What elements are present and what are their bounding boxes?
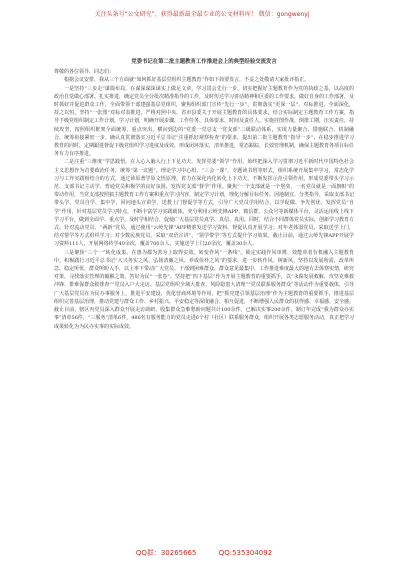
salutation: 尊敬的各位领导、同志们： (54, 69, 115, 76)
qq-group-text: QQ群：30265665 (135, 549, 197, 557)
qq-text: QQ:535304092 (218, 549, 273, 557)
banner-line-1: 关注头条号“公文研究”，获得最新最全最专业的公文材料库！ 微信：gongwenyj (94, 11, 310, 18)
paragraph-3: 三是聚焦“三个一”转化成果，在惠为都为善为上取得实效。转变作风“一条线”。锁定实践作风单薄、效能单者有机融入主题教育中，积极践行习近平总书记“大兴务实之风、弘扬清廉之风、养成俭朴之风”的要求，进一步转作风、树新风，坚持以发展所需、改革所急、稳定所忧、群众所盼入手，以上率下带动广大党员、干部到困难群众、群众意见最集中、工作推进难度最大的地方去体察实情，研究对策，寻找落实管理的破解之策。答好为民“一张卷”。坚持把“四下基层”作为开展主题教育的重要抓手，以“永葆发展救解、攻坚克难救冲锋、排难保群众救排查”“党员入户大走访、基层党组织全域大排查、风险隐患大清理”“党员联系服务群众”等活动作为重要载体，引导广大基层党员在为民办事服务上，推进平安建设、优化营商环境等作用，把“抓党建引领基层治理”作为主题教育的重要抓手，推进基层组织完善基层治理，推动党建与群众工作、乡村振兴、平安稳定等深度融合、相互促进，不断增强人民群众的获得感、幸福感、安全感。截止目前，辖区内党员深入群众开展走访调研、收集群众急难愁盼问题共计100余件，已解决实事200余件。制订年完成“我为群众办实事”清单56件，“三服务”清单6件，486名有服务能力的党员走进6个村（社区）联系服务群众，组织开展各类志愿服务活动，真正把学习成果转化为为民办实事的实际成效。 (54, 249, 354, 330)
paragraph-1: 一是坚持“三步走”谋篇布局，在谋深谋深谋实上做足文章。学习贯会先行一步，切实把握好主题教育作为党的执政之基，以高度的政治自觉做心部署。扎实推进，确定党员全分批次精准指导的工作，及时传达学习讲话精神和区委的工作要求，做好自身的工作部署，及时抓好并促进群众工作，全面带领干部建强基层党组织，聚焦组织部门宣传“先行一步”，贯彻落实“更深一层”，对标推进，全面深化，持之以恒。坚持“一张图”对标对表推进，严格对照中央、省市县委关于开展主题教育的具体要求，结合实际制定主题教育工作方案，指导下级党组织制定工作计划，学习计划，明确开展步骤、工作任务、具体要求、时间及责任人。实施挂图作战，倒排工期，压实责任，持续攻坚，按照组织框架全面统筹，重点突出，横向到边的“党委一党总支一党支部”三级联动体系，实现力量聚合、措施联合、机制融合，统筹衔接紧密一步。确认真贯彻落实习近平总书记“注重抓好观察检查”的要求，提出第二批主题教育“指导一步”，在稳步推进学习教育的同时，定期跟进督促下级党组织学习进度及成效，形成闭环落实，清单推进，常态跟踪，长效管理机制，确保主题教育各项目标任务有力有序推进。 (54, 85, 354, 158)
paragraph-intro: 根据会议安排，我从三个方面就“如何抓好基层党组织主题教育”作如下简要发言，不妥之处敬请大家批评指正。 (64, 77, 310, 84)
document-body (54, 58, 354, 536)
contact-footer (0, 548, 408, 558)
paragraph-2: 二是注重“三维度”学思践悟，在入心入脑入行上下足功夫。发挥党委“领学”作用。始终把深入学习贯彻习近平新时代中国特色社会主义思想作为首要政治任务，统筹“第一议题”、理论学习中心组、“三会一课”、专题读书班等形式，组织系统开展集中学习，常态化学习与工作实践相结合的方式，通过读原著学原文悟原理，着力在深化内化转化上下功夫，不断发挥示范引领作用，形成党委带头学习示范、支部书记主动学、普通党员积极学的良好氛围。发挥党支部“督学”作用。聚焦“一个支部就是一个堡垒、一名党员就是一面旗帜”的带动作用，当党支部按照搞主题教育工作方案和重点学习内容，制定学习计划，理化分解目标任务。因地制宜、分类指导，采取支部书记带头学、党员自学、集中学、回问地头宣讲学、送教上门督促学等方式，引导广大党员学用结合、以学促做、争先创优。发挥党员“自学”作用，针对基层党员学习特点，不断丰富学习实践载体，充分利用云岭先锋APP、微信群、公众号等新媒体平台，灵活运用线上线下学习平台，做到全面学、重点学、及时学相结合，促使广大基层党员真学、真信、真用。同时，结合不同群体党员实际，创新学习教育方式，针对流动党员、“两新”党员、通过使用“云岭先锋”APP精准发送学习资料、督促认真开展学习；对年老体弱党员、采取送学上门，结对帮学等方式组织学习；对少数民族党员，采取“双语宣讲”、“领学带学”等方式提升学习效果。截止目前，通过云岭先锋APP开展学习资料111人，开展网络传学40余次，覆盖700余人，实施送学上门20余次，覆盖30余人。 (54, 159, 354, 248)
document-title: 党委书记在第二批主题教育工作推进会上的典型经验交流发言 (131, 59, 277, 65)
watermark-banner (86, 10, 318, 19)
